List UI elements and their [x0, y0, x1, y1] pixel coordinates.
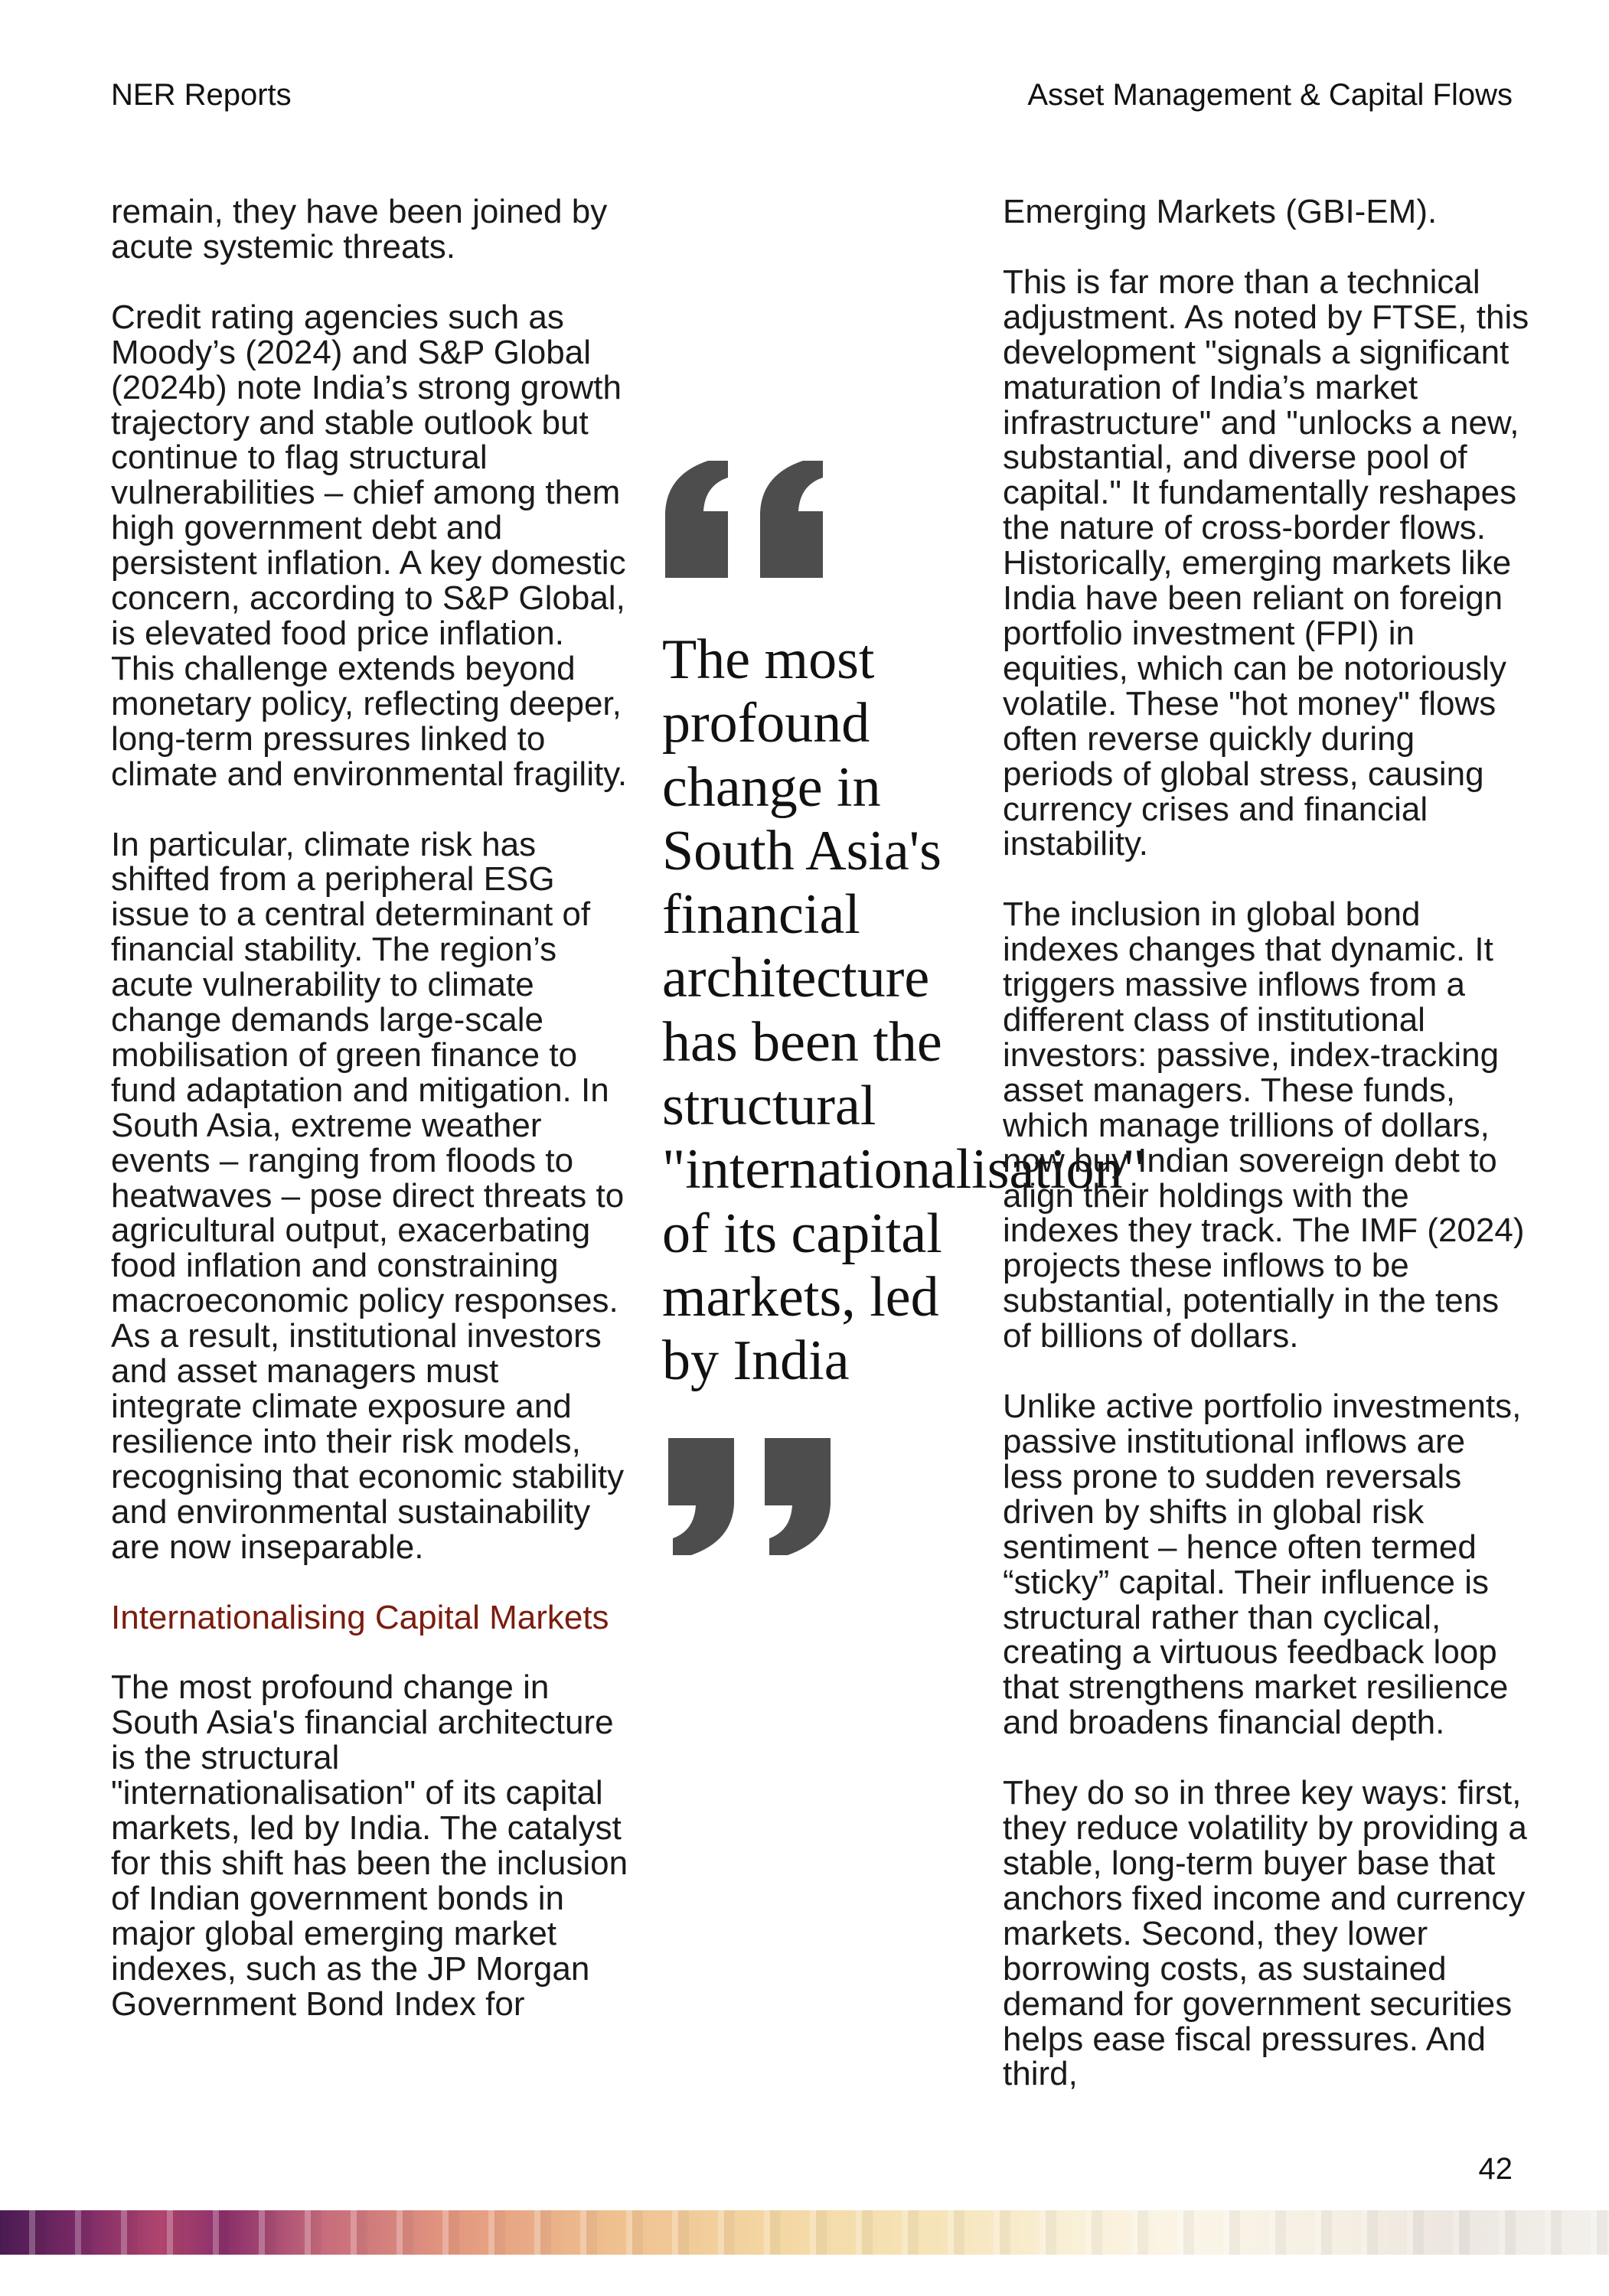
- right-column: [1003, 194, 1531, 2127]
- section-title: Asset Management & Capital Flows: [1027, 78, 1513, 112]
- body-paragraph: The most profound change in South Asia's financial architecture is the structural "internationalisation" of its capital markets, led by India. The catalyst for this shift has been the inclusion of Indian government bonds in major global emerging market indexes, such as the JP Morgan Government Bond Index for: [111, 1668, 628, 2023]
- body-paragraph: Credit rating agencies such as Moody’s (2024) and S&P Global (2024b) note India’s strong growth trajectory and stable outlook but continue to flag structural vulnerabilities – chief among them high government debt and persistent inflation. A key domestic concern, according to S&P Global, is elevated food price inflation. This challenge extends beyond monetary policy, reflecting deeper, long-term pressures linked to climate and environmental fragility.: [111, 298, 628, 793]
- body-paragraph: Emerging Markets (GBI-EM).: [1003, 193, 1438, 230]
- pull-quote: [662, 459, 1146, 1557]
- left-column: [111, 194, 632, 2057]
- open-quote-icon: [664, 459, 826, 578]
- body-paragraph: In particular, climate risk has shifted from a peripheral ESG issue to a central determinant of financial stability. The region’s acute vulnerability to climate change demands large-scale mobilisation of green finance to fund adaptation and mitigation. In South Asia, extreme weather events – ranging from floods to heatwaves – pose direct threats to agricultural output, exacerbating food inflation and constraining macroeconomic policy responses. As a result, institutional investors and asset managers must integrate climate exposure and resilience into their risk models, recognising that economic stability and environmental sustainability are now inseparable.: [111, 825, 625, 1566]
- body-paragraph: remain, they have been joined by acute systemic threats.: [111, 193, 608, 266]
- pull-quote-text: The most profound change in South Asia's financial architecture has been the structural "internationalisation" of its capital markets, led by India: [662, 628, 1146, 1393]
- footer-stripe-overlay: [0, 2210, 1609, 2255]
- publication-name: NER Reports: [111, 78, 292, 112]
- body-paragraph: They do so in three key ways: first, they reduce volatility by providing a stable, long-term buyer base that anchors fixed income and currency markets. Second, they lower borrowing costs, as sustained demand for government securities helps ease fiscal pressures. And third,: [1003, 1774, 1527, 2093]
- body-paragraph: Unlike active portfolio investments, passive institutional inflows are less prone to sudden reversals driven by shifts in global risk sentiment – hence often termed “sticky” capital. Their influence is structural rather than cyclical, creating a virtuous feedback loop that strengthens market resilience and broadens financial depth.: [1003, 1388, 1522, 1742]
- body-paragraph: This is far more than a technical adjustment. As noted by FTSE, this development "signals a significant maturation of India’s market infrastructure" and "unlocks a new, substantial, and diverse pool of capital." It fundamentally reshapes the nature of cross-border flows. Historically, emerging markets like India have been reliant on foreign portfolio investment (FPI) in equities, which can be notoriously volatile. These "hot money" flows often reverse quickly during periods of global stress, causing currency crises and financial instability.: [1003, 263, 1529, 863]
- body-paragraph: The inclusion in global bond indexes changes that dynamic. It triggers massive inflows from a different class of institutional investors: passive, index-tracking asset managers. These funds, which manage trillions of dollars, now buy Indian sovereign debt to align their holdings with the indexes they track. The IMF (2024) projects these inflows to be substantial, potentially in the tens of billions of dollars.: [1003, 895, 1525, 1355]
- section-heading: Internationalising Capital Markets: [111, 1598, 609, 1636]
- page-number: 42: [1478, 2152, 1513, 2186]
- close-quote-icon: [667, 1438, 834, 1557]
